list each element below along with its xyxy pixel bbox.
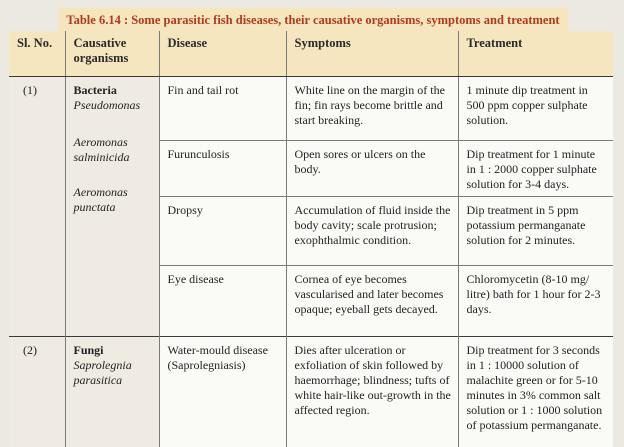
symptoms-cell: Accumulation of fluid inside the body cavity; scale protrusion; exophthalmic condition. [286,197,458,266]
disease-cell: Dropsy [159,197,286,266]
sl-no: (2) [23,343,37,357]
symptoms-cell: Cornea of eye becomes vascularised and later becomes opaque; eyeball gets decayed. [286,266,458,337]
symptoms-cell: Dies after ulceration or exfoliation of skin followed by haemorrhage; blindness; tufts of white hair-like out-growth in the affected region. [286,337,458,447]
treatment-cell: Dip treatment in 5 ppm potassium permanganate solution for 2 minutes. [458,197,613,266]
treatment-cell: Chloromycetin (8-10 mg/ litre) bath for 1 hour for 2-3 days. [458,266,613,337]
symptoms-cell: White line on the margin of the fin; fin rays become brittle and start breaking. [286,77,458,141]
header-causative-organisms: Causative organisms [65,31,159,77]
disease-cell: Fin and tail rot [159,77,286,141]
organism-name: Aeromonas salminicida [74,135,130,164]
disease-table [9,31,613,447]
header-sl-no: Sl. No. [9,31,65,77]
organism-name: Aeromonas punctata [74,185,128,214]
sl-no-cell [9,77,65,337]
table-row [9,337,613,447]
organism-name: Saprolegnia parasitica [74,358,132,387]
organism-name: Pseudomonas [74,98,141,112]
header-symptoms: Symptoms [286,31,458,77]
causative-cell [65,77,159,337]
disease-cell: Furunculosis [159,141,286,197]
header-row [9,31,613,77]
sl-no: (1) [23,83,37,97]
symptoms-cell: Open sores or ulcers on the body. [286,141,458,197]
disease-cell: Eye disease [159,266,286,337]
causative-cell [65,337,159,447]
organism-group: Bacteria [74,83,117,97]
header-treatment: Treatment [458,31,613,77]
treatment-cell: Dip treatment for 3 seconds in 1 : 10000 solution of malachite green or for 5-10 minutes in 3% common salt solution or 1 : 1000 solution of potassium permanganate. [458,337,613,447]
header-disease: Disease [159,31,286,77]
treatment-cell: Dip treatment for 1 minute in 1 : 2000 copper sulphate solution for 3-4 days. [458,141,613,197]
disease-cell: Water-mould disease (Saprolegniasis) [159,337,286,447]
treatment-cell: 1 minute dip treatment in 500 ppm copper sulphate solution. [458,77,613,141]
table-row [9,77,613,141]
table-title: Table 6.14 : Some parasitic fish diseases, their causative organisms, symptoms and treatment [58,8,568,32]
sl-no-cell [9,337,65,447]
organism-group: Fungi [74,343,104,357]
